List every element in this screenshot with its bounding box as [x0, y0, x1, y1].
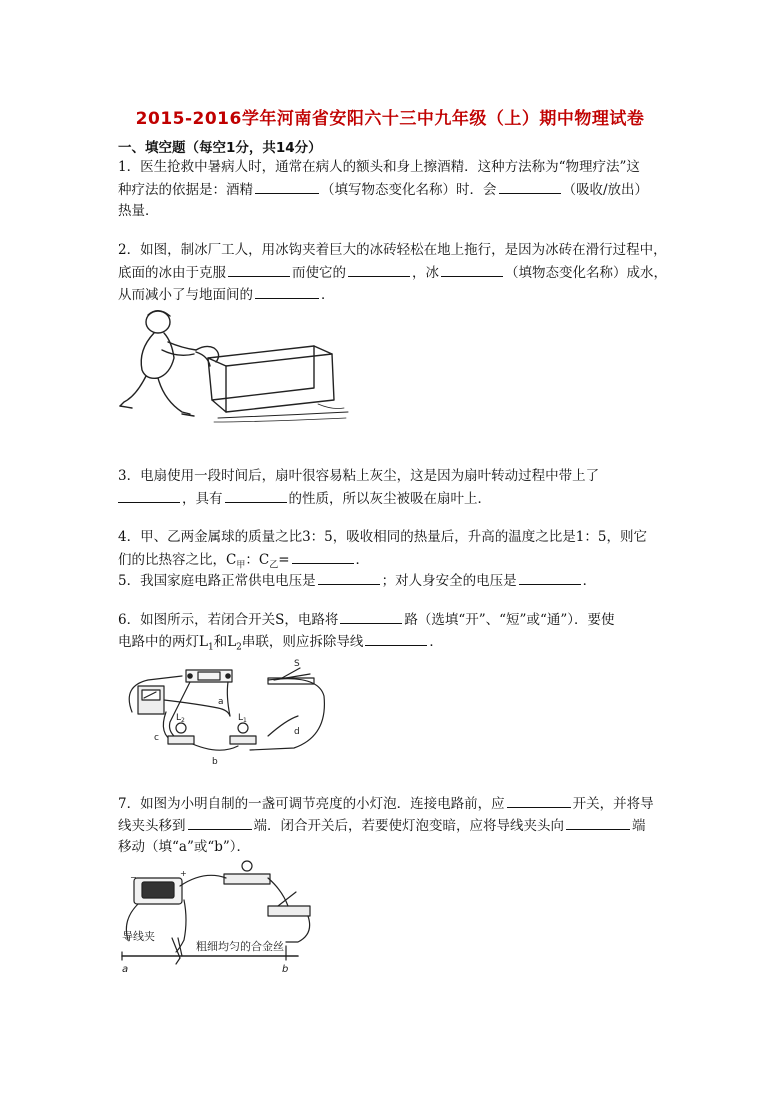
q3-blank-1[interactable]: [118, 488, 180, 503]
q2-text-3b: ．: [321, 287, 335, 303]
circuit-figure-q6: [118, 656, 330, 766]
q7-blank-2[interactable]: [188, 815, 252, 830]
circuit-figure-q7: [118, 860, 314, 976]
q6-blank-1[interactable]: [340, 609, 402, 624]
q2-blank-4[interactable]: [255, 284, 319, 299]
q7-blank-1[interactable]: [507, 793, 571, 808]
svg-text:+: +: [180, 869, 187, 878]
wire-b-label: b: [212, 757, 218, 766]
q2-line-2: [118, 262, 667, 283]
q1-text-2a: 种疗法的依据是：酒精: [118, 182, 253, 198]
q3-line-1: [118, 466, 599, 486]
q7-line-2: [118, 815, 646, 836]
q2-text-2c: ，冰: [412, 265, 439, 281]
wire-c-label: c: [154, 733, 159, 743]
q7-blank-3[interactable]: [566, 815, 630, 830]
q6-blank-2[interactable]: [365, 631, 427, 646]
q1-text-2c: （吸收/放出）: [562, 182, 649, 198]
q3-blank-2[interactable]: [225, 488, 287, 503]
lamp-l1-label: $L_1$: [238, 713, 247, 724]
q4-text-2a: 们的比热容之比，C: [118, 552, 237, 568]
q3-text-2a: ，具有: [182, 491, 223, 507]
q3-text-2b: 的性质，所以灰尘被吸在扇叶上．: [288, 491, 491, 507]
alloy-wire-label: 粗细均匀的合金丝: [196, 940, 284, 953]
q5-line-1: [118, 570, 596, 591]
q4-sub-1: 甲: [236, 560, 246, 571]
switch-label: S: [294, 659, 300, 669]
q2-blank-2[interactable]: [348, 262, 410, 277]
q5-text-1a: 5．我国家庭电路正常供电电压是: [118, 573, 316, 589]
q2-text-2b: 而使它的: [292, 265, 346, 281]
q5-text-1b: ；对人身安全的电压是: [381, 573, 517, 589]
q1-text-2b: （填写物态变化名称）时．会: [321, 182, 497, 198]
q4-line-1: [118, 527, 647, 547]
q7-line-1: [118, 793, 654, 814]
q7-text-1b: 开关，并将导: [572, 796, 654, 812]
q1-text-3: 热量．: [118, 203, 159, 219]
q6-sub-1: 1: [207, 642, 214, 653]
q6-text-1b: 路（选填“开”、“短”或“通”）．要使: [404, 612, 615, 628]
q5-text-1c: ．: [582, 573, 597, 589]
wire-a-label: a: [218, 697, 224, 707]
q3-text-1: 3．电扇使用一段时间后，扇叶很容易粘上灰尘，这是因为扇叶转动过程中带上了: [118, 468, 600, 484]
wire-d-label: d: [294, 727, 300, 737]
q4-text-1: 4．甲、乙两金属球的质量之比3：5，吸收相同的热量后，升高的温度之比是1：5，则它: [118, 529, 647, 545]
q1-line-2: [118, 179, 648, 200]
q2-text-3a: 从而减小了与地面间的: [118, 287, 253, 303]
lamp-l2-label: $L_2$: [176, 713, 185, 724]
svg-text:−: −: [130, 873, 137, 882]
q7-text-2c: 端: [632, 818, 646, 834]
q2-text-1: 2．如图，制冰厂工人，用冰钩夹着巨大的冰砖轻松在地上拖行，是因为冰砖在滑行过程中，: [118, 242, 667, 258]
q2-text-2d: （填物态变化名称）成水，: [505, 265, 667, 281]
q6-text-2a: 电路中的两灯L: [118, 634, 208, 650]
q7-text-2a: 线夹头移到: [118, 818, 186, 834]
section-heading: 一、填空题（每空1分，共14分）: [118, 140, 322, 156]
q1-text-1: 1．医生抢救中暑病人时，通常在病人的额头和身上擦酒精．这种方法称为“物理疗法”这: [118, 159, 640, 175]
q6-line-1: [118, 609, 615, 630]
q1-line-1: [118, 157, 640, 177]
q6-line-2: [118, 631, 443, 658]
q5-blank-2[interactable]: [519, 570, 581, 585]
q6-text-2b: 和L: [213, 634, 237, 650]
q2-text-2a: 底面的冰由于克服: [118, 265, 226, 281]
q4-text-2d: ．: [355, 552, 370, 568]
q4-sub-2: 乙: [269, 560, 279, 571]
q7-text-1a: 7．如图为小明自制的一盏可调节亮度的小灯泡．连接电路前，应: [118, 796, 505, 812]
q2-line-1: [118, 240, 667, 260]
q6-text-2c: 串联，则应拆除导线: [241, 634, 364, 650]
q6-text-2d: ．: [429, 634, 443, 650]
q7-text-3: 移动（填“a”或“b”）．: [118, 839, 251, 855]
end-b-label: b: [282, 964, 289, 975]
q4-blank-1[interactable]: [292, 549, 354, 564]
page-title: 2015-2016学年河南省安阳六十三中九年级（上）期中物理试卷: [135, 109, 645, 129]
q7-text-2b: 端．闭合开关后，若要使灯泡变暗，应将导线夹头向: [253, 818, 564, 834]
q6-text-1a: 6．如图所示，若闭合开关S，电路将: [118, 612, 339, 628]
q4-text-2b: ：C: [245, 552, 270, 568]
end-a-label: a: [122, 964, 129, 975]
q2-blank-3[interactable]: [441, 262, 503, 277]
q1-line-3: [118, 201, 159, 221]
q1-blank-2[interactable]: [499, 179, 561, 194]
ice-block-figure: [118, 300, 350, 450]
q2-blank-1[interactable]: [228, 262, 290, 277]
q4-text-2c: =: [278, 552, 290, 568]
q1-blank-1[interactable]: [255, 179, 319, 194]
q7-line-3: [118, 837, 250, 857]
q6-sub-2: 2: [236, 642, 242, 653]
q3-line-2: [118, 488, 491, 509]
q5-blank-1[interactable]: [318, 570, 380, 585]
clip-label: 导线夹: [122, 930, 155, 943]
